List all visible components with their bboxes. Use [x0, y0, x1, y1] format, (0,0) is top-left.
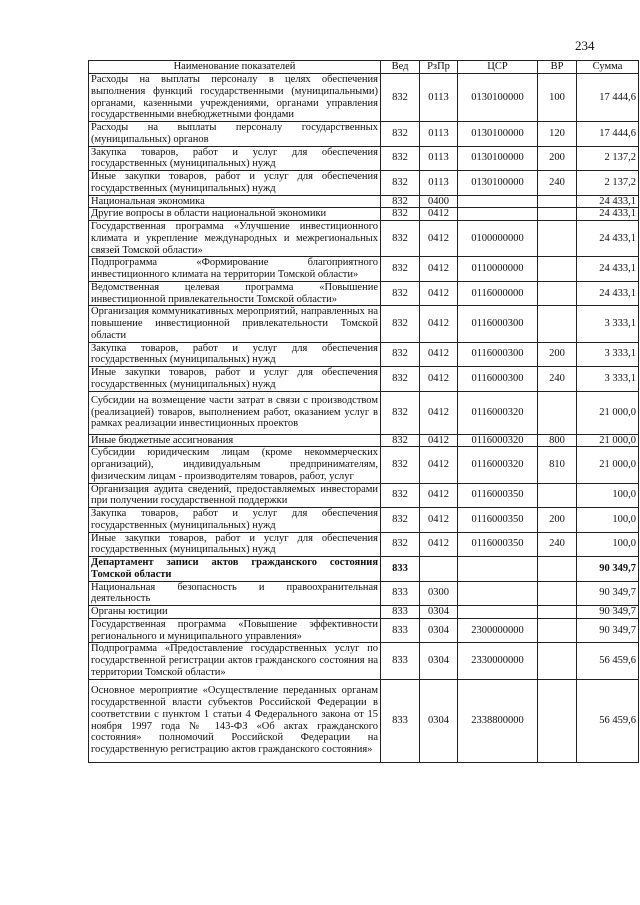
table-row: [89, 581, 639, 606]
table-row: [89, 447, 639, 483]
cell-name: Субсидии юридическим лицам (кроме некоммерческих организаций), индивидуальным предпринимателям, физическим лицам - производителям товаров, работ, услуг: [89, 447, 381, 483]
cell-rzpr: 0412: [420, 221, 458, 257]
cell-vr: [538, 606, 577, 619]
cell-name: Основное мероприятие «Осуществление переданных органам государственной власти субъектов Российской Федерации в соответствии с пунктом 1 статьи 4 Федерального закона от 15 ноября 1997 года № 143-ФЗ «Об актах гражданского состояния» полномочий Российской Федерации на государственную регистрацию актов гражданского состояния»: [89, 679, 381, 762]
cell-csr: 0110000000: [458, 257, 538, 282]
cell-ved: 832: [381, 221, 420, 257]
table-row: [89, 281, 639, 306]
cell-sum: 24 433,1: [577, 257, 639, 282]
table-row: [89, 679, 639, 762]
header-name: Наименование показателей: [89, 61, 381, 74]
cell-sum: 21 000,0: [577, 447, 639, 483]
table-row: [89, 391, 639, 434]
header-sum: Сумма: [577, 61, 639, 74]
cell-vr: 240: [538, 367, 577, 392]
cell-ved: 833: [381, 618, 420, 643]
cell-vr: [538, 618, 577, 643]
cell-name: Закупка товаров, работ и услуг для обеспечения государственных (муниципальных) нужд: [89, 508, 381, 533]
cell-sum: 90 349,7: [577, 557, 639, 582]
table-row: [89, 483, 639, 508]
cell-vr: [538, 581, 577, 606]
cell-rzpr: 0304: [420, 606, 458, 619]
table-row: [89, 74, 639, 122]
table-row: [89, 367, 639, 392]
cell-ved: 832: [381, 367, 420, 392]
cell-name: Другие вопросы в области национальной экономики: [89, 208, 381, 221]
cell-sum: 100,0: [577, 532, 639, 557]
cell-rzpr: [420, 557, 458, 582]
cell-sum: 3 333,1: [577, 306, 639, 342]
cell-rzpr: 0412: [420, 306, 458, 342]
cell-name: Организация аудита сведений, предоставляемых инвесторами при получении государственной поддержки: [89, 483, 381, 508]
cell-csr: 0116000350: [458, 483, 538, 508]
cell-name: Национальная экономика: [89, 195, 381, 208]
cell-ved: 832: [381, 483, 420, 508]
cell-vr: [538, 195, 577, 208]
header-csr: ЦСР: [458, 61, 538, 74]
cell-ved: 832: [381, 122, 420, 147]
cell-name: Расходы на выплаты персоналу государственных (муниципальных) органов: [89, 122, 381, 147]
table-row: [89, 606, 639, 619]
cell-csr: 0116000300: [458, 306, 538, 342]
cell-csr: 0130100000: [458, 122, 538, 147]
table-row: [89, 306, 639, 342]
table-row: [89, 643, 639, 679]
table-row: [89, 208, 639, 221]
header-rzpr: РзПр: [420, 61, 458, 74]
cell-csr: [458, 581, 538, 606]
cell-name: Государственная программа «Повышение эффективности регионального и муниципального управления»: [89, 618, 381, 643]
cell-sum: 3 333,1: [577, 367, 639, 392]
cell-rzpr: 0113: [420, 171, 458, 196]
cell-rzpr: 0412: [420, 208, 458, 221]
cell-csr: 0116000350: [458, 508, 538, 533]
cell-name: Закупка товаров, работ и услуг для обеспечения государственных (муниципальных) нужд: [89, 146, 381, 171]
cell-vr: 240: [538, 532, 577, 557]
cell-rzpr: 0412: [420, 434, 458, 447]
cell-sum: 100,0: [577, 483, 639, 508]
cell-vr: 200: [538, 508, 577, 533]
cell-vr: [538, 679, 577, 762]
cell-ved: 832: [381, 74, 420, 122]
cell-name: Иные бюджетные ассигнования: [89, 434, 381, 447]
cell-sum: 56 459,6: [577, 643, 639, 679]
cell-rzpr: 0304: [420, 643, 458, 679]
cell-name: Организация коммуникативных мероприятий, направленных на повышение инвестиционной привлекательности Томской области: [89, 306, 381, 342]
cell-sum: 90 349,7: [577, 581, 639, 606]
cell-name: Субсидии на возмещение части затрат в связи с производством (реализацией) товаров, выполнением работ, оказанием услуг в рамках реализации инвестиционных проектов: [89, 391, 381, 434]
cell-sum: 100,0: [577, 508, 639, 533]
cell-rzpr: 0304: [420, 618, 458, 643]
cell-ved: 832: [381, 195, 420, 208]
cell-sum: 2 137,2: [577, 146, 639, 171]
cell-sum: 2 137,2: [577, 171, 639, 196]
cell-csr: 0130100000: [458, 171, 538, 196]
cell-name: Государственная программа «Улучшение инвестиционного климата и укрепление международных и межрегиональных связей Томской области»: [89, 221, 381, 257]
cell-name: Ведомственная целевая программа «Повышение инвестиционной привлекательности Томской области»: [89, 281, 381, 306]
cell-csr: 0116000320: [458, 434, 538, 447]
cell-ved: 833: [381, 606, 420, 619]
cell-csr: 0130100000: [458, 146, 538, 171]
table-row: [89, 195, 639, 208]
cell-name: Иные закупки товаров, работ и услуг для обеспечения государственных (муниципальных) нужд: [89, 171, 381, 196]
cell-rzpr: 0113: [420, 146, 458, 171]
cell-rzpr: 0304: [420, 679, 458, 762]
cell-vr: [538, 221, 577, 257]
budget-table: [88, 60, 639, 763]
cell-csr: [458, 208, 538, 221]
cell-rzpr: 0412: [420, 532, 458, 557]
table-row: [89, 146, 639, 171]
cell-vr: 120: [538, 122, 577, 147]
cell-ved: 833: [381, 643, 420, 679]
cell-ved: 832: [381, 257, 420, 282]
cell-vr: 100: [538, 74, 577, 122]
cell-vr: [538, 281, 577, 306]
cell-vr: [538, 643, 577, 679]
cell-vr: [538, 483, 577, 508]
cell-sum: 17 444,6: [577, 122, 639, 147]
cell-name: Закупка товаров, работ и услуг для обеспечения государственных (муниципальных) нужд: [89, 342, 381, 367]
cell-ved: 832: [381, 342, 420, 367]
cell-name: Департамент записи актов гражданского состояния Томской области: [89, 557, 381, 582]
cell-csr: 0116000320: [458, 447, 538, 483]
page-number: 234: [575, 38, 595, 53]
cell-rzpr: 0113: [420, 74, 458, 122]
table-row: [89, 557, 639, 582]
cell-sum: 3 333,1: [577, 342, 639, 367]
cell-ved: 833: [381, 581, 420, 606]
cell-sum: 17 444,6: [577, 74, 639, 122]
cell-sum: 21 000,0: [577, 391, 639, 434]
table-row: [89, 257, 639, 282]
cell-ved: 832: [381, 391, 420, 434]
table-header-row: [89, 61, 639, 74]
table-row: [89, 122, 639, 147]
cell-csr: 0116000300: [458, 367, 538, 392]
cell-name: Иные закупки товаров, работ и услуг для обеспечения государственных (муниципальных) нужд: [89, 367, 381, 392]
cell-sum: 90 349,7: [577, 618, 639, 643]
cell-vr: 240: [538, 171, 577, 196]
cell-ved: 833: [381, 679, 420, 762]
cell-ved: 832: [381, 508, 420, 533]
table-body: [89, 74, 639, 763]
cell-csr: [458, 606, 538, 619]
cell-rzpr: 0113: [420, 122, 458, 147]
cell-vr: [538, 208, 577, 221]
cell-name: Иные закупки товаров, работ и услуг для обеспечения государственных (муниципальных) нужд: [89, 532, 381, 557]
cell-sum: 24 433,1: [577, 281, 639, 306]
cell-csr: 0130100000: [458, 74, 538, 122]
table-row: [89, 171, 639, 196]
cell-vr: [538, 257, 577, 282]
cell-ved: 832: [381, 434, 420, 447]
cell-rzpr: 0412: [420, 447, 458, 483]
cell-sum: 21 000,0: [577, 434, 639, 447]
cell-rzpr: 0300: [420, 581, 458, 606]
cell-csr: 0100000000: [458, 221, 538, 257]
cell-vr: [538, 557, 577, 582]
table-row: [89, 221, 639, 257]
cell-vr: 810: [538, 447, 577, 483]
cell-name: Национальная безопасность и правоохранительная деятельность: [89, 581, 381, 606]
cell-csr: 0116000000: [458, 281, 538, 306]
cell-ved: 832: [381, 146, 420, 171]
cell-rzpr: 0412: [420, 391, 458, 434]
cell-ved: 832: [381, 306, 420, 342]
table-row: [89, 508, 639, 533]
cell-vr: [538, 306, 577, 342]
cell-sum: 56 459,6: [577, 679, 639, 762]
cell-rzpr: 0412: [420, 342, 458, 367]
table-row: [89, 618, 639, 643]
header-ved: Вед: [381, 61, 420, 74]
cell-csr: [458, 195, 538, 208]
cell-csr: 0116000300: [458, 342, 538, 367]
cell-csr: 0116000320: [458, 391, 538, 434]
cell-ved: 832: [381, 447, 420, 483]
cell-name: Подпрограмма «Предоставление государственных услуг по государственной регистрации актов гражданского состояния на территории Томской области»: [89, 643, 381, 679]
cell-rzpr: 0412: [420, 281, 458, 306]
cell-ved: 832: [381, 281, 420, 306]
cell-rzpr: 0400: [420, 195, 458, 208]
cell-rzpr: 0412: [420, 257, 458, 282]
cell-vr: [538, 391, 577, 434]
cell-sum: 24 433,1: [577, 195, 639, 208]
cell-csr: [458, 557, 538, 582]
cell-csr: 2338800000: [458, 679, 538, 762]
cell-name: Расходы на выплаты персоналу в целях обеспечения выполнения функций государственными (муниципальными) органами, казенными учреждениями, органами управления государственными внебюджетными фондами: [89, 74, 381, 122]
cell-ved: 832: [381, 532, 420, 557]
cell-sum: 90 349,7: [577, 606, 639, 619]
cell-sum: 24 433,1: [577, 221, 639, 257]
cell-sum: 24 433,1: [577, 208, 639, 221]
table-row: [89, 532, 639, 557]
cell-csr: 2300000000: [458, 618, 538, 643]
cell-csr: 0116000350: [458, 532, 538, 557]
cell-ved: 832: [381, 208, 420, 221]
cell-vr: 200: [538, 342, 577, 367]
cell-name: Органы юстиции: [89, 606, 381, 619]
header-vr: ВР: [538, 61, 577, 74]
cell-rzpr: 0412: [420, 508, 458, 533]
cell-name: Подпрограмма «Формирование благоприятного инвестиционного климата на территории Томской области»: [89, 257, 381, 282]
table-row: [89, 342, 639, 367]
cell-csr: 2330000000: [458, 643, 538, 679]
cell-rzpr: 0412: [420, 483, 458, 508]
cell-vr: 800: [538, 434, 577, 447]
cell-rzpr: 0412: [420, 367, 458, 392]
cell-vr: 200: [538, 146, 577, 171]
cell-ved: 833: [381, 557, 420, 582]
table-row: [89, 434, 639, 447]
cell-ved: 832: [381, 171, 420, 196]
